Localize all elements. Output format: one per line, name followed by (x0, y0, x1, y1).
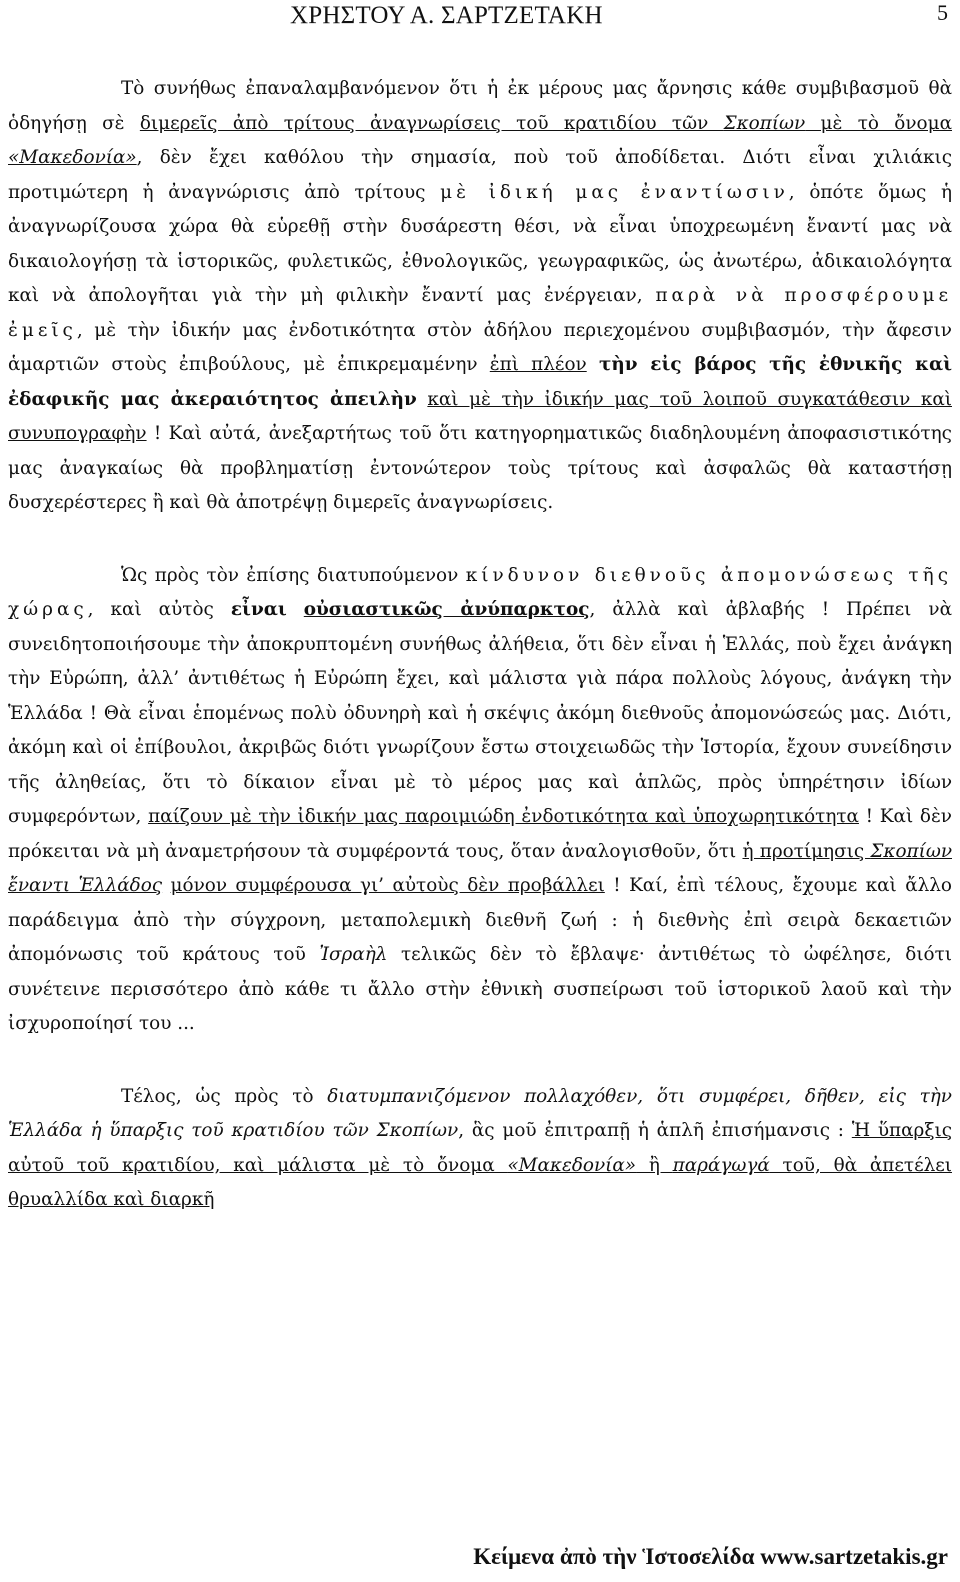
page-number: 5 (937, 0, 948, 25)
paragraph-1 (8, 72, 952, 521)
footer-source: Κείμενα ἀπὸ τὴν Ἱστοσελίδα www.sartzetakis.gr (473, 1544, 948, 1569)
text-run (162, 875, 170, 896)
text-run: «Μακεδονία» (8, 147, 137, 168)
text-run: ! Καὶ αὐτά, ἀνεξαρτήτως τοῦ ὅτι κατηγορηματικῶς διαδηλουμένη ἀποφασιστικότης μας ἀναγκαίως θὰ προβληματίσῃ ἐντονώτερον τοὺς τρίτους καὶ ἀσφαλῶς θὰ καταστήσῃ δυσχερέστερες ἢ καὶ θὰ ἀποτρέψῃ διμερεῖς ἀναγνωρίσεις. (8, 423, 952, 513)
text-run: ἢ (636, 1154, 673, 1176)
text-run: , μὲ τὴν ἰδικήν μας ἐνδοτικότητα στὸν ἀδήλου περιεχομένου συμβιβασμόν, τὴν ἄφεσιν ἁμαρτιῶν στοὺς ἐπιβούλους, μὲ ἐπικρεμαμένην (8, 319, 952, 375)
text-run: μόνον συμφέρουσα γι’ αὐτοὺς δὲν προβάλλει (170, 875, 605, 896)
text-run: τοῦ, θὰ ἀπετέλει θρυαλλίδα καὶ διαρκῆ (8, 1154, 952, 1210)
text-run: , ἀλλὰ καὶ ἀβλαβής ! Πρέπει νὰ συνειδητοποιήσουμε τὴν ἀποκρυπτομένη συνήθως ἀλήθεια, ὅτι δὲν εἶναι ἡ Ἑλλάς, ποὺ ἔχει ἀνάγκη τὴν Εὐρώπη, ἀλλ’ ἀντιθέτως ἡ Εὐρώπη ἔχει, καὶ μάλιστα γιὰ πάρα πολλοὺς λόγους, ἀνάγκη τὴν Ἑλλάδα ! Θὰ εἶναι ἑπομένως πολὺ ὀδυνηρὴ καὶ ἡ σκέψις ἀκόμη διεθνοῦς ἀπομονώσεώς μας. Διότι, ἀκόμη καὶ οἱ ἐπίβουλοι, ἀκριβῶς διότι γνωρίζουν ἔστω στοιχειωδῶς τὴν Ἱστορία, ἔχουν συνείδησιν τῆς ἀληθείας, ὅτι τὸ δίκαιον εἶναι μὲ τὸ μέρος μας καὶ ἁπλῶς, πρὸς ὑπηρέτησιν ἰδίων συμφερόντων, (8, 599, 952, 827)
text-run: Τὸ συνήθως ἐπαναλαμβανόμενον ὅτι ἡ ἐκ μέρους μας ἄρνησις κάθε συμβιβασμοῦ θὰ ὁδηγήσῃ σὲ (8, 78, 952, 134)
text-run (287, 599, 304, 620)
text-run: παίζουν μὲ τὴν ἰδικήν μας παροιμιώδη ἐνδοτικότητα καὶ ὑποχωρητικότητα (148, 806, 859, 827)
text-run: , καὶ αὐτὸς (87, 599, 231, 620)
text-run (587, 354, 599, 375)
paragraph-3 (8, 1080, 952, 1218)
text-run: «Μακεδονία» (507, 1154, 637, 1176)
document-body (8, 72, 952, 1218)
text-run: διμερεῖς ἀπὸ τρίτους ἀναγνωρίσεις τοῦ κρατιδίου τῶν (139, 112, 724, 134)
text-run: Τέλος, ὡς πρὸς τὸ (121, 1085, 328, 1107)
text-run: παράγωγά (672, 1154, 770, 1176)
text-run: μὲ ἰδική μας ἐναντίωσιν (440, 181, 789, 203)
text-run: Ἰσραὴλ (319, 944, 388, 965)
text-run: Σκοπίων (723, 112, 806, 134)
page-header (0, 0, 960, 38)
text-run: κίνδυνον διεθνοῦς ἀπομονώσεως τῆς χώρας (8, 564, 952, 620)
text-run: οὐσιαστικῶς ἀνύπαρκτος (303, 599, 590, 620)
text-run: ἐπὶ πλέον (489, 354, 587, 375)
text-run: Ἡ ὕπαρξις αὐτοῦ τοῦ κρατιδίου, καὶ μάλιστα μὲ τὸ ὄνομα (8, 1120, 952, 1176)
text-run: εἶναι (230, 599, 287, 620)
text-run: ! Καὶ δὲν πρόκειται νὰ μὴ ἀναμετρήσουν τὰ συμφέροντά τους, ὅταν ἀναλογισθοῦν, ὅτι (8, 806, 952, 862)
text-run: τὴν εἰς βάρος τῆς ἐθνικῆς καὶ ἐδαφικῆς μας ἀκεραιότητος ἀπειλὴν (8, 354, 953, 410)
text-run: παρὰ νὰ προσφέρουμε ἐμεῖς (8, 285, 952, 341)
text-run: Ὡς πρὸς τὸν ἐπίσης διατυπούμενον (121, 564, 466, 586)
text-run: μὲ τὸ ὄνομα (805, 112, 952, 134)
text-run: , ἃς μοῦ ἐπιτραπῇ ἡ ἁπλῆ ἐπισήμανσις : (458, 1120, 852, 1141)
text-run: διατυμπανιζόμενον πολλαχόθεν, ὅτι συμφέρει, δῆθεν, εἰς τὴν Ἑλλάδα ἡ ὕπαρξις τοῦ κρατιδίου τῶν Σκοπίων (8, 1085, 952, 1141)
text-run: ἡ προτίμησις (742, 840, 871, 862)
text-run: , ὁπότε ὅμως ἡ ἀναγνωρίζουσα χώρα θὰ εὑρεθῇ στὴν δυσάρεστη θέσι, νὰ εἶναι ὑποχρεωμένη ἔναντί μας νὰ δικαιολογήσῃ τὰ ἱστορικῶς, φυλετικῶς, ἐθνολογικῶς, γεωγραφικῶς, ὡς ἀνωτέρω, ἀδικαιολόγητα καὶ νὰ ἀπολογῆται γιὰ τὴν μὴ φιλικὴν ἔναντί μας ἐνέργειαν, (8, 181, 953, 306)
text-run: Σκοπίων ἔναντι Ἑλλάδος (8, 840, 952, 896)
text-run: ! Καί, ἐπὶ τέλους, ἔχουμε καὶ ἄλλο παράδειγμα ἀπὸ τὴν σύγχρονη, μεταπολεμικὴ διεθνῆ ζωή : ἡ διεθνὴς ἐπὶ σειρὰ δεκαετιῶν ἀπομόνωσις τοῦ κράτους τοῦ (8, 875, 952, 965)
text-run (417, 389, 428, 410)
text-run: τελικῶς δὲν τὸ ἔβλαψε· ἀντιθέτως τὸ ὠφέλησε, διότι συνέτεινε περισσότερο ἀπὸ κάθε τι ἄλλο στὴν ἐθνικὴ συσπείρωσι τοῦ ἱστορικοῦ λαοῦ καὶ τὴν ἰσχυροποίησί του ... (8, 944, 953, 1034)
running-head-author: ΧΡΗΣΤΟΥ Α. ΣΑΡΤΖΕΤΑΚΗ (290, 2, 603, 29)
paragraph-2 (8, 559, 952, 1042)
text-run: , δὲν ἔχει καθόλου τὴν σημασία, ποὺ τοῦ ἀποδίδεται. Διότι εἶναι χιλιάκις προτιμώτερη ἡ ἀναγνώρισις ἀπὸ τρίτους (8, 147, 952, 203)
text-run: καὶ μὲ τὴν ἰδικήν μας τοῦ λοιποῦ συγκατάθεσιν καὶ συνυπογραφὴν (8, 388, 952, 444)
